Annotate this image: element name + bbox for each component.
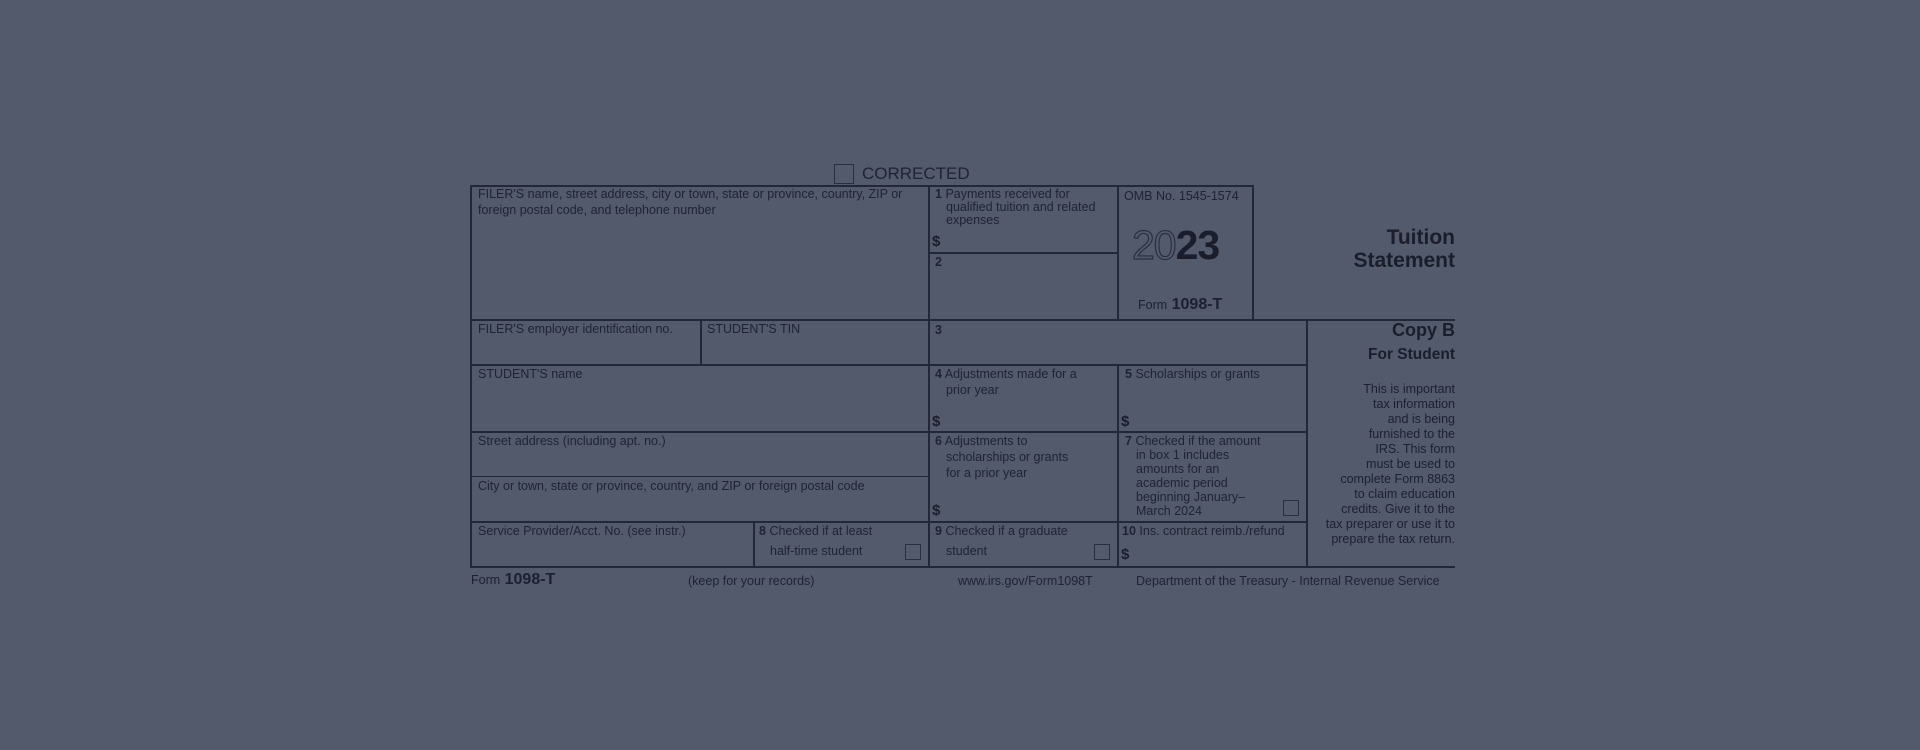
street-label: Street address (including apt. no.) [478,434,666,448]
street-city-divider [470,476,930,477]
box7-text-1: Checked if the amount [1135,434,1261,448]
box4-text-2: prior year [946,383,999,397]
box9-label [935,524,1068,539]
box8-label [759,524,872,539]
notice-line: IRS. This form [1375,442,1455,456]
box10-number: 10 [1122,524,1136,538]
corrected-label: CORRECTED [862,164,970,183]
student-name-label: STUDENT'S name [478,367,583,381]
box8-text-1: Checked if at least [769,524,873,538]
notice-text [1305,382,1455,547]
filer-ein-label: FILER'S employer identification no. [478,322,673,336]
box6-text-1: Adjustments to [944,434,1028,448]
student-tin-label: STUDENT'S TIN [707,322,801,336]
footer-dept: Department of the Treasury - Internal Revenue Service [1136,574,1440,588]
copy-b-label: Copy B [1392,320,1455,340]
footer-url[interactable]: www.irs.gov/Form1098T [958,574,1093,588]
box1-text-3: expenses [946,213,1000,227]
box10-label [1122,524,1285,539]
box7-label [1125,434,1261,449]
notice-line: tax preparer or use it to [1325,517,1455,531]
box5-text-1: Scholarships or grants [1135,367,1260,381]
form-name: 1098-T [1171,296,1223,313]
box8-number: 8 [759,524,766,538]
notice-line: must be used to [1366,457,1455,471]
for-student-label: For Student [1368,346,1455,363]
box6-dollar: $ [932,502,941,519]
footer-form-id [471,571,555,589]
box7-text-4: academic period [1136,476,1228,490]
box7-text-5: beginning January– [1136,490,1246,504]
box7-number: 7 [1125,434,1132,448]
notice-line: prepare the tax return. [1331,532,1455,546]
box6-label [935,434,1027,449]
notice-line: credits. Give it to the [1341,502,1455,516]
col-divider-4-5 [1117,364,1119,568]
notice-line: This is important [1363,382,1455,396]
box6-number: 6 [935,434,942,448]
footer-keep-note: (keep for your records) [688,574,815,588]
box4-number: 4 [935,367,942,381]
box10-text-1: Ins. contract reimb./refund [1139,524,1285,538]
box1-dollar: $ [932,233,941,250]
service-provider-label: Service Provider/Acct. No. (see instr.) [478,524,686,538]
box1-text-1: Payments received for [945,187,1070,201]
form-border-left [470,185,472,568]
box9-text-1: Checked if a graduate [945,524,1068,538]
box7-text-3: amounts for an [1136,462,1220,476]
box1-number: 1 [935,187,942,201]
provider-box8-divider [753,521,755,568]
city-label: City or town, state or province, country, and ZIP or foreign postal code [478,479,865,493]
box6-text-3: for a prior year [946,466,1028,480]
footer-form-small: Form [471,573,501,587]
box10-dollar: $ [1121,546,1130,563]
box2-number: 2 [935,255,942,269]
box4-label [935,367,1077,382]
row-line-3 [470,431,1308,433]
col-divider-omb-right [1252,185,1254,320]
title-line1: Tuition [1386,226,1455,249]
form-small-label: Form [1138,298,1168,312]
box5-label [1125,367,1260,382]
notice-line: furnished to the [1368,427,1455,441]
box7-text-2: in box 1 includes [1136,448,1230,462]
row-line-2 [470,364,1308,366]
col-divider-main [928,185,930,568]
corrected-checkbox[interactable] [834,164,854,184]
box5-number: 5 [1125,367,1132,381]
filer-label-line2: foreign postal code, and telephone number [478,203,716,217]
tax-year-light: 20 [1132,222,1176,268]
box4-text-1: Adjustments made for a [944,367,1077,381]
box8-text-2: half-time student [770,544,863,558]
box6-text-2: scholarships or grants [946,450,1069,464]
tax-year [1132,223,1219,267]
box7-text-6: March 2024 [1136,504,1203,518]
box7-checkbox[interactable] [1283,500,1299,516]
notice-line: to claim education [1354,487,1455,501]
form-id-box [1138,296,1222,314]
notice-line: complete Form 8863 [1340,472,1455,486]
title-line2: Statement [1353,249,1455,272]
box9-text-2: student [946,544,988,558]
box9-number: 9 [935,524,942,538]
notice-line: and is being [1387,412,1455,426]
filer-label-line1: FILER'S name, street address, city or town, state or province, country, ZIP or [478,187,903,201]
box8-checkbox[interactable] [905,544,921,560]
row-line-4 [470,521,1308,523]
box1-bottom [928,252,1118,254]
footer-form-name: 1098-T [504,571,556,588]
box4-dollar: $ [932,413,941,430]
omb-number: OMB No. 1545-1574 [1124,189,1239,203]
box9-checkbox[interactable] [1094,544,1110,560]
box5-dollar: $ [1121,413,1130,430]
box3-number: 3 [935,323,942,337]
box1-text-2: qualified tuition and related [946,200,1096,214]
notice-line: tax information [1373,397,1455,411]
tax-year-bold: 23 [1175,222,1220,268]
ein-tin-divider [700,319,702,365]
